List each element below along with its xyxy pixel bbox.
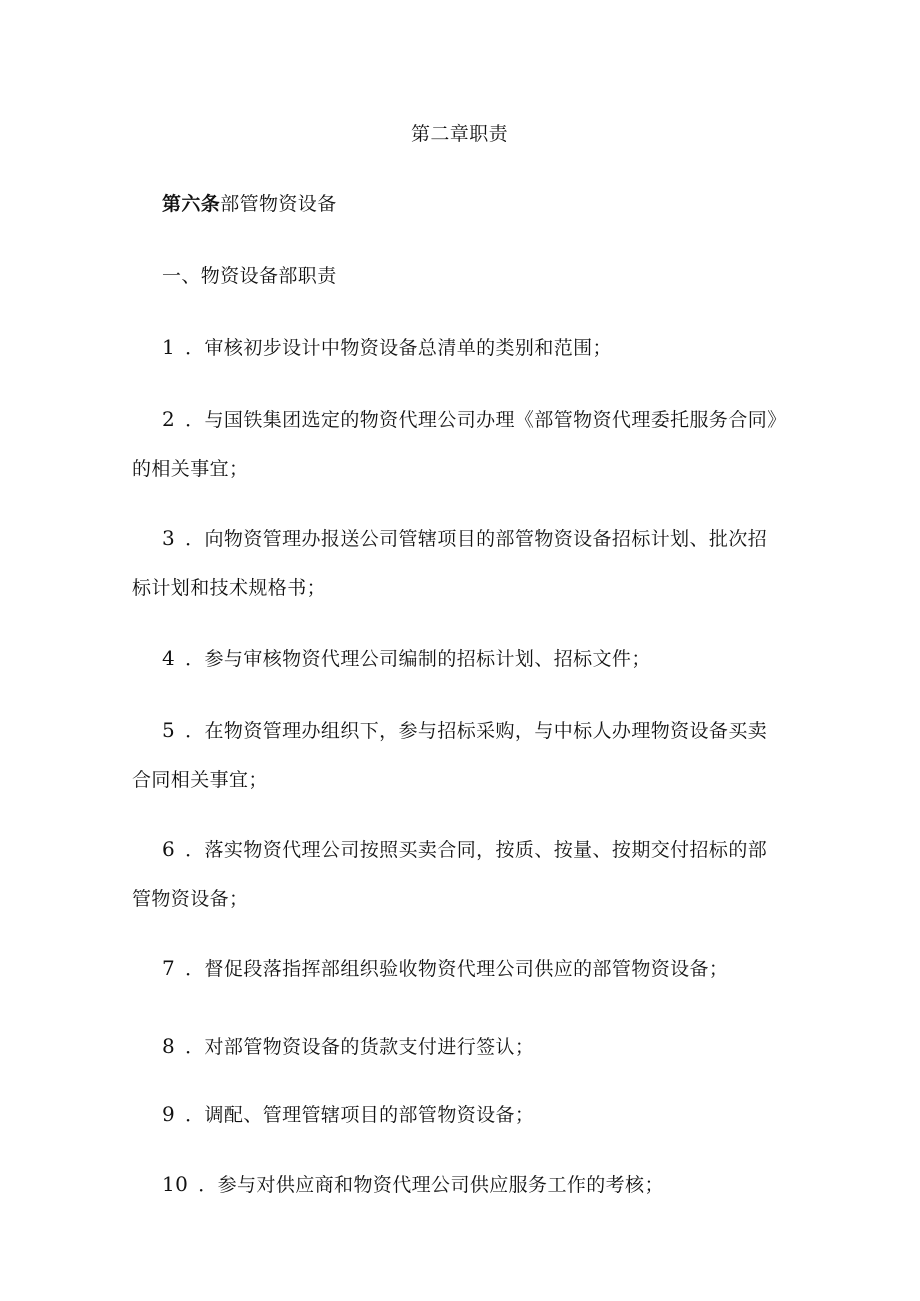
chapter-title: 第二章职责 (411, 123, 509, 145)
article-subject: 部管物资设备 (220, 193, 337, 215)
list-item-1 (162, 333, 612, 362)
item-number: 8 (162, 1034, 176, 1058)
item-number: 7 (162, 956, 176, 980)
list-item-4 (162, 644, 651, 673)
list-item-3 (162, 524, 767, 553)
item-number: 10 (162, 1172, 189, 1196)
item-text: ．与国铁集团选定的物资代理公司办理《部管物资代理委托服务合同》 (185, 409, 787, 431)
item-number: 6 (162, 837, 176, 861)
item-text: ．督促段落指挥部组织验收物资代理公司供应的部管物资设备； (185, 958, 729, 980)
item-number: 5 (162, 718, 176, 742)
list-item-2 (162, 405, 787, 434)
list-item-8 (162, 1032, 534, 1061)
item-number: 4 (162, 646, 176, 670)
list-item-7 (162, 954, 728, 983)
list-item-2-continuation: 的相关事宜； (132, 458, 249, 480)
item-text: ．参与审核物资代理公司编制的招标计划、招标文件； (185, 648, 651, 670)
article-label: 第六条 (162, 193, 221, 215)
list-item-5 (162, 716, 767, 745)
item-text: ．参与对供应商和物资代理公司供应服务工作的考核； (198, 1174, 664, 1196)
list-item-3-continuation: 标计划和技术规格书； (132, 577, 327, 599)
list-item-5-continuation: 合同相关事宜； (132, 769, 268, 791)
item-number: 1 (162, 335, 176, 359)
list-item-10 (162, 1170, 664, 1199)
item-text: ．对部管物资设备的货款支付进行签认； (185, 1036, 535, 1058)
list-item-9 (162, 1100, 534, 1129)
article-heading (162, 190, 337, 218)
section-heading: 一、物资设备部职责 (162, 265, 337, 287)
item-text: ．向物资管理办报送公司管辖项目的部管物资设备招标计划、批次招 (185, 528, 768, 550)
item-text: ．审核初步设计中物资设备总清单的类别和范围； (185, 337, 612, 359)
item-number: 9 (162, 1102, 176, 1126)
item-number: 2 (162, 407, 176, 431)
item-text: ．调配、管理管辖项目的部管物资设备； (185, 1104, 535, 1126)
list-item-6-continuation: 管物资设备； (132, 888, 249, 910)
list-item-6 (162, 835, 767, 864)
item-number: 3 (162, 526, 176, 550)
item-text: ．在物资管理办组织下，参与招标采购，与中标人办理物资设备买卖 (185, 720, 768, 742)
item-text: ．落实物资代理公司按照买卖合同，按质、按量、按期交付招标的部 (185, 839, 768, 861)
